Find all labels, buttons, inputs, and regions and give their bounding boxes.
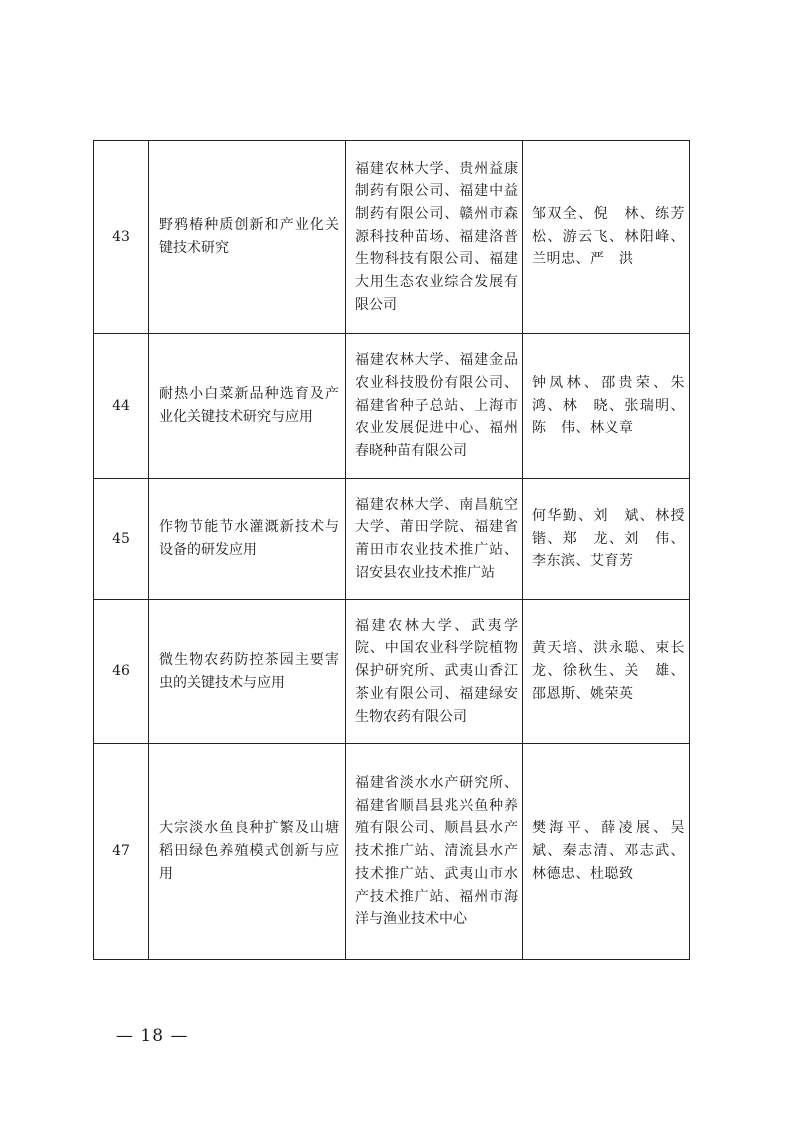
project-name: 大宗淡水鱼良种扩繁及山塘稻田绿色养殖模式创新与应用 [149,744,346,960]
row-number: 47 [94,744,149,960]
completing-people: 邹双全、倪 林、练芳松、游云飞、林阳峰、兰明忠、严 洪 [523,141,690,334]
table-row [94,744,690,960]
row-number: 46 [94,600,149,744]
completing-units: 福建农林大学、福建金品农业科技股份有限公司、福建省种子总站、上海市农业发展促进中心、福州春晓种苗有限公司 [346,334,523,479]
completing-units: 福建省淡水水产研究所、福建省顺昌县兆兴鱼种养殖有限公司、顺昌县水产技术推广站、清流县水产技术推广站、武夷山市水产技术推广站、福州市海洋与渔业技术中心 [346,744,523,960]
project-name: 野鸦椿种质创新和产业化关键技术研究 [149,141,346,334]
completing-units: 福建农林大学、南昌航空大学、莆田学院、福建省莆田市农业技术推广站、诏安县农业技术推广站 [346,479,523,600]
project-name: 作物节能节水灌溉新技术与设备的研发应用 [149,479,346,600]
row-number: 45 [94,479,149,600]
row-number: 43 [94,141,149,334]
table-row [94,141,690,334]
completing-people: 何华勤、刘 斌、林授锴、郑 龙、刘 伟、李东滨、艾育芳 [523,479,690,600]
awards-table [93,140,700,960]
completing-units: 福建农林大学、贵州益康制药有限公司、福建中益制药有限公司、赣州市森源科技种苗场、福建洛普生物科技有限公司、福建大用生态农业综合发展有限公司 [346,141,523,334]
table-row [94,479,690,600]
page-number: — 18 — [116,1026,189,1046]
completing-people: 黄天培、洪永聪、束长龙、徐秋生、关 雄、邵恩斯、姚荣英 [523,600,690,744]
completing-units: 福建农林大学、武夷学院、中国农业科学院植物保护研究所、武夷山香江茶业有限公司、福建绿安生物农药有限公司 [346,600,523,744]
row-number: 44 [94,334,149,479]
completing-people: 樊海平、薛凌展、吴 斌、秦志清、邓志武、林德忠、杜聪致 [523,744,690,960]
completing-people: 钟凤林、邵贵荣、朱 鸿、林 晓、张瑞明、陈 伟、林义章 [523,334,690,479]
project-name: 耐热小白菜新品种选育及产业化关键技术研究与应用 [149,334,346,479]
table-row [94,334,690,479]
table-row [94,600,690,744]
project-name: 微生物农药防控茶园主要害虫的关键技术与应用 [149,600,346,744]
